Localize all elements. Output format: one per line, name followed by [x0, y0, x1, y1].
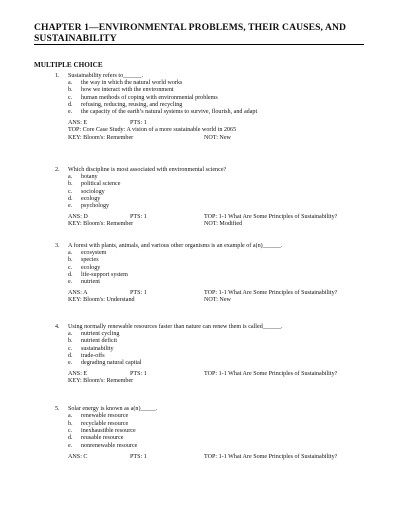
- note-label: NOT: New: [204, 134, 231, 141]
- answer-option: [68, 174, 98, 181]
- option-letter: e.: [68, 279, 73, 286]
- option-letter: c.: [68, 345, 73, 352]
- points: PTS: 1: [130, 120, 147, 127]
- section-heading: MULTIPLE CHOICE: [34, 61, 103, 69]
- option-letter: e.: [68, 109, 73, 116]
- option-text: sociology: [81, 188, 105, 195]
- answer-key: ANS: A: [68, 290, 88, 297]
- option-letter: a.: [68, 173, 73, 180]
- option-text: sustainability: [81, 345, 114, 352]
- option-letter: c.: [68, 428, 73, 435]
- option-letter: e.: [68, 442, 73, 449]
- option-letter: c.: [68, 188, 73, 195]
- answer-key: ANS: E: [68, 371, 88, 378]
- question-number: 4.: [55, 323, 60, 330]
- question-stem: Sustainability refers to______.: [68, 72, 143, 79]
- topic-label: TOP: 1-1 What Are Some Principles of Sustainability?: [204, 214, 338, 221]
- question-stem: Using normally renewable resources faster than nature can renew them is called______.: [68, 323, 283, 330]
- option-text: the way in which the natural world works: [81, 79, 183, 86]
- points: PTS: 1: [130, 453, 147, 460]
- option-text: refusing, reducing, reusing, and recycling: [81, 101, 183, 108]
- blooms-key: KEY: Bloom's: Remember: [68, 134, 134, 141]
- option-text: botany: [81, 173, 98, 180]
- blooms-key: KEY: Bloom's: Remember: [68, 221, 134, 228]
- answer-option: [68, 435, 123, 442]
- question-number: 1.: [55, 72, 60, 79]
- option-letter: d.: [68, 435, 73, 442]
- answer-option: [68, 353, 105, 360]
- option-text: nutrient cycling: [81, 330, 120, 337]
- answer-option: [68, 189, 105, 196]
- option-text: degrading natural capital: [81, 360, 142, 367]
- answer-option: [68, 338, 117, 345]
- answer-option: [68, 265, 100, 272]
- option-text: trade-offs: [81, 352, 105, 359]
- option-text: nutrient: [81, 279, 100, 286]
- answer-option: [68, 80, 182, 87]
- option-letter: d.: [68, 352, 73, 359]
- option-text: recyclable resource: [81, 420, 129, 427]
- answer-option: [68, 203, 109, 210]
- answer-option: [68, 250, 106, 257]
- option-letter: b.: [68, 87, 73, 94]
- question-number: 5.: [55, 406, 60, 412]
- answer-option: [68, 346, 114, 353]
- option-text: ecosystem: [81, 249, 107, 256]
- option-letter: a.: [68, 249, 73, 256]
- option-letter: d.: [68, 195, 73, 202]
- answer-option: [68, 257, 99, 264]
- points: PTS: 1: [130, 371, 147, 378]
- note-label: NOT: Modified: [204, 221, 243, 228]
- answer-option: [68, 413, 128, 420]
- option-letter: a.: [68, 79, 73, 86]
- title-rule: [34, 44, 364, 45]
- option-text: ecology: [81, 195, 101, 202]
- answer-option: [68, 95, 218, 102]
- option-text: the capacity of the earth’s natural systems to survive, flourish, and adapt: [81, 109, 258, 116]
- answer-key: ANS: D: [68, 214, 88, 221]
- option-text: nutrient deficit: [81, 338, 118, 345]
- option-letter: d.: [68, 101, 73, 108]
- answer-key: ANS: E: [68, 120, 88, 127]
- option-text: species: [81, 257, 99, 264]
- points: PTS: 1: [130, 214, 147, 221]
- option-text: political science: [81, 181, 121, 188]
- points: PTS: 1: [130, 290, 147, 297]
- option-letter: b.: [68, 181, 73, 188]
- option-letter: b.: [68, 420, 73, 427]
- answer-option: [68, 421, 128, 428]
- topic-label: TOP: Core Case Study: A vision of a more sustainable world in 2065: [68, 127, 237, 134]
- question-stem: A forest with plants, animals, and various other organisms is an example of a(n)______.: [68, 242, 283, 249]
- option-letter: a.: [68, 413, 73, 420]
- topic-label: TOP: 1-1 What Are Some Principles of Sustainability?: [204, 290, 338, 297]
- answer-option: [68, 87, 174, 94]
- answer-option: [68, 272, 128, 279]
- answer-option: [68, 181, 120, 188]
- option-text: inexhaustible resource: [81, 428, 136, 435]
- option-text: life-support system: [81, 271, 128, 278]
- answer-option: [68, 196, 100, 203]
- option-text: how we interact with the environment: [81, 87, 174, 94]
- option-letter: d.: [68, 271, 73, 278]
- question-number: 3.: [55, 242, 60, 249]
- blooms-key: KEY: Bloom's: Understand: [68, 297, 135, 304]
- option-text: human methods of coping with environmental problems: [81, 94, 218, 101]
- option-letter: e.: [68, 203, 73, 210]
- option-letter: b.: [68, 257, 73, 264]
- option-letter: e.: [68, 360, 73, 367]
- option-letter: c.: [68, 264, 73, 271]
- option-letter: a.: [68, 330, 73, 337]
- chapter-title: CHAPTER 1—ENVIRONMENTAL PROBLEMS, THEIR CAUSES, AND SUSTAINABILITY: [34, 22, 347, 44]
- answer-option: [68, 279, 100, 286]
- question-number: 2.: [55, 166, 60, 173]
- blooms-key: KEY: Bloom's: Remember: [68, 378, 134, 385]
- option-letter: b.: [68, 338, 73, 345]
- answer-option: [68, 109, 257, 116]
- answer-option: [68, 428, 136, 435]
- note-label: NOT: New: [204, 297, 231, 304]
- option-text: psychology: [81, 203, 110, 210]
- question-stem: Which discipline is most associated with environmental science?: [68, 166, 227, 173]
- topic-label: TOP: 1-1 What Are Some Principles of Sustainability?: [204, 453, 338, 460]
- topic-label: TOP: 1-1 What Are Some Principles of Sustainability?: [204, 371, 338, 378]
- option-text: nonrenewable resource: [81, 442, 138, 449]
- answer-key: ANS: C: [68, 453, 88, 460]
- option-text: reusable resource: [81, 435, 124, 442]
- option-text: renewable resource: [81, 413, 129, 420]
- option-letter: c.: [68, 94, 73, 101]
- answer-option: [68, 443, 137, 450]
- option-text: ecology: [81, 264, 101, 271]
- answer-option: [68, 360, 142, 367]
- question-stem: Solar energy is known as a(n)_____.: [68, 406, 158, 412]
